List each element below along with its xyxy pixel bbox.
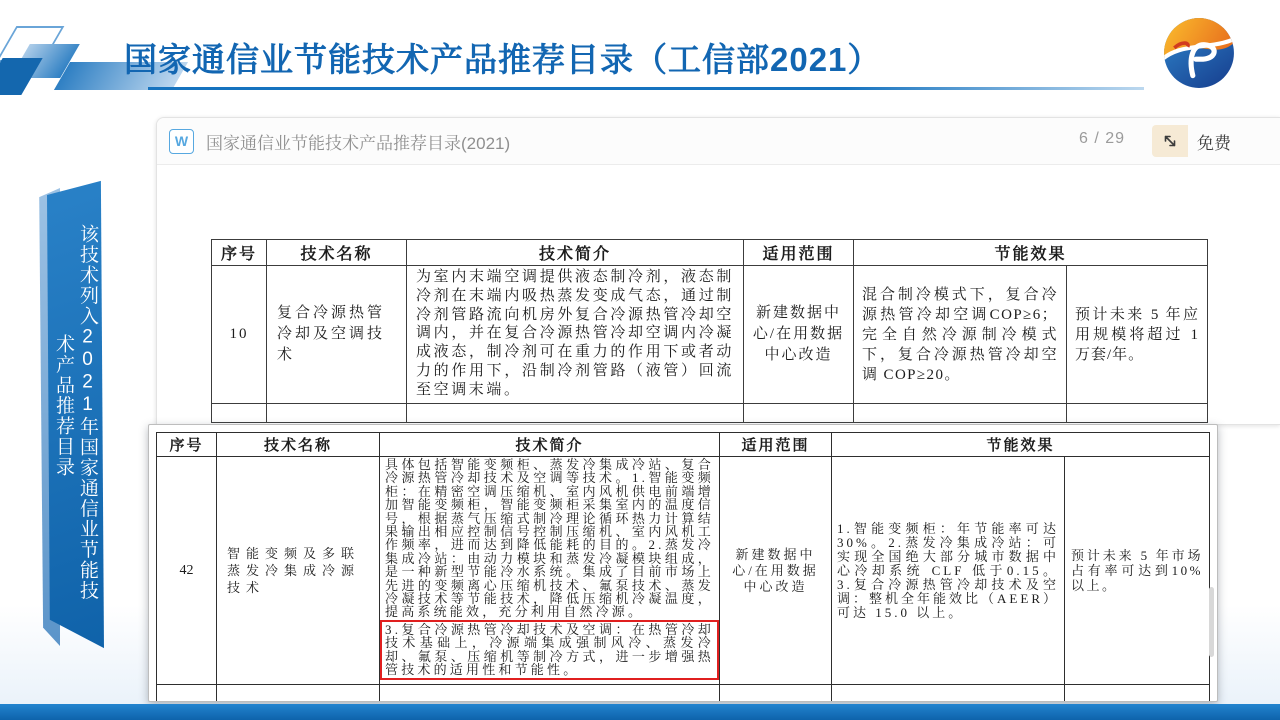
zoomed-table-window bbox=[148, 424, 1218, 702]
cell-scope: 新建数据中心/在用数据中心改造 bbox=[744, 266, 854, 404]
bottom-bar bbox=[0, 704, 1280, 720]
doc-viewer-window bbox=[156, 117, 1280, 425]
cell-effect-scale: 预计未来 5 年市场占有率可达到10%以上。 bbox=[1065, 457, 1210, 685]
header-scope: 适用范围 bbox=[744, 240, 854, 266]
catalog-table-page6 bbox=[211, 239, 1208, 423]
company-logo bbox=[1162, 16, 1236, 90]
cell-tech-intro bbox=[380, 457, 720, 685]
tech-intro-main: 具体包括智能变频柜、蒸发冷集成冷站、复合冷源热管冷却技术及空调等技术。1.智能变频柜：在精密空调压缩机、室内风机供电前端增加智能变频柜，智能变频柜采集室内的温度信号，根据蒸气压缩式制冷理论循环热力计算结果输出相应控制信号控制压缩机、室内风机工作频率，进而达到降低能耗的目的。2.蒸发冷集成冷站：由动力模块和蒸发冷凝模块组成，是一种新型节能冷水系统。集成了目前市场上先进的变频离心压缩机技术、氟泵技术、蒸发冷凝技术等节能技术，降低压缩机冷凝温度，提高系统能效，充分利用自然冷源。 bbox=[385, 457, 714, 620]
word-doc-icon: W bbox=[169, 129, 194, 154]
page-indicator: 6 / 29 bbox=[1079, 130, 1126, 147]
scrollbar-thumb[interactable] bbox=[1209, 587, 1214, 657]
title-underline bbox=[148, 87, 1144, 90]
header-no: 序号 bbox=[157, 433, 217, 457]
catalog-table-row42 bbox=[156, 432, 1210, 702]
doc-title: 国家通信业节能技术产品推荐目录(2021) bbox=[206, 133, 511, 153]
header-no: 序号 bbox=[212, 240, 267, 266]
page-title: 国家通信业节能技术产品推荐目录（工信部2021） bbox=[124, 41, 882, 78]
table-row-42 bbox=[157, 457, 1210, 685]
action-label[interactable]: 免费 bbox=[1197, 134, 1231, 153]
header-name: 技术名称 bbox=[217, 433, 380, 457]
table-header-row bbox=[212, 240, 1208, 266]
table-header-row bbox=[157, 433, 1210, 457]
cell-tech-intro: 为室内末端空调提供液态制冷剂，液态制冷剂在末端内吸热蒸发变成气态，通过制冷剂管路流向机房外复合冷源热管冷却空调内，并在复合冷源热管冷却空调内冷凝成液态，制冷剂可在重力的作用下或者动力的作用下，沿制冷剂管路（液管）回流至空调末端。 bbox=[407, 266, 744, 404]
side-banner-text-line2: 术产品推荐目录 bbox=[53, 334, 74, 478]
header-intro: 技术简介 bbox=[407, 240, 744, 266]
cell-effect-detail: 1.智能变频柜：年节能率可达30%。2.蒸发冷集成冷站：可实现全国绝大部分城市数据中心冷却系统 CLF 低于0.15。3.复合冷源热管冷却技术及空调：整机全年能效比（AEER）可达 15.0 以上。 bbox=[832, 457, 1065, 685]
cell-tech-name: 智能变频及多联蒸发冷集成冷源技术 bbox=[217, 457, 380, 685]
cell-serial-no: 10 bbox=[212, 266, 267, 404]
table-row-partial bbox=[157, 685, 1210, 703]
cell-tech-name: 复合冷源热管冷却及空调技术 bbox=[267, 266, 407, 404]
cell-effect-scale: 预计未来 5 年应用规模将超过 1 万套/年。 bbox=[1067, 266, 1208, 404]
side-banner-text-line1: 该技术列入2021年国家通信业节能技 bbox=[77, 224, 98, 601]
header-effect: 节能效果 bbox=[854, 240, 1208, 266]
cell-serial-no: 42 bbox=[157, 457, 217, 685]
header-intro: 技术简介 bbox=[380, 433, 720, 457]
table-row-partial bbox=[212, 404, 1208, 423]
expand-icon bbox=[1161, 132, 1179, 150]
header-effect: 节能效果 bbox=[832, 433, 1210, 457]
table-row-10 bbox=[212, 266, 1208, 404]
fullscreen-button[interactable] bbox=[1152, 125, 1188, 157]
cell-effect-detail: 混合制冷模式下，复合冷源热管冷却空调COP≥6；完全自然冷源制冷模式下，复合冷源热管冷却空调 COP≥20。 bbox=[854, 266, 1067, 404]
cell-scope: 新建数据中心/在用数据中心改造 bbox=[720, 457, 832, 685]
tech-intro-highlighted: 3.复合冷源热管冷却技术及空调：在热管冷却技术基础上，冷源端集成强制风冷、蒸发冷却、氟泵、压缩机等制冷方式，进一步增强热管技术的适用性和节能性。 bbox=[380, 620, 719, 680]
doc-viewer-header bbox=[157, 118, 1280, 165]
header-name: 技术名称 bbox=[267, 240, 407, 266]
header-scope: 适用范围 bbox=[720, 433, 832, 457]
